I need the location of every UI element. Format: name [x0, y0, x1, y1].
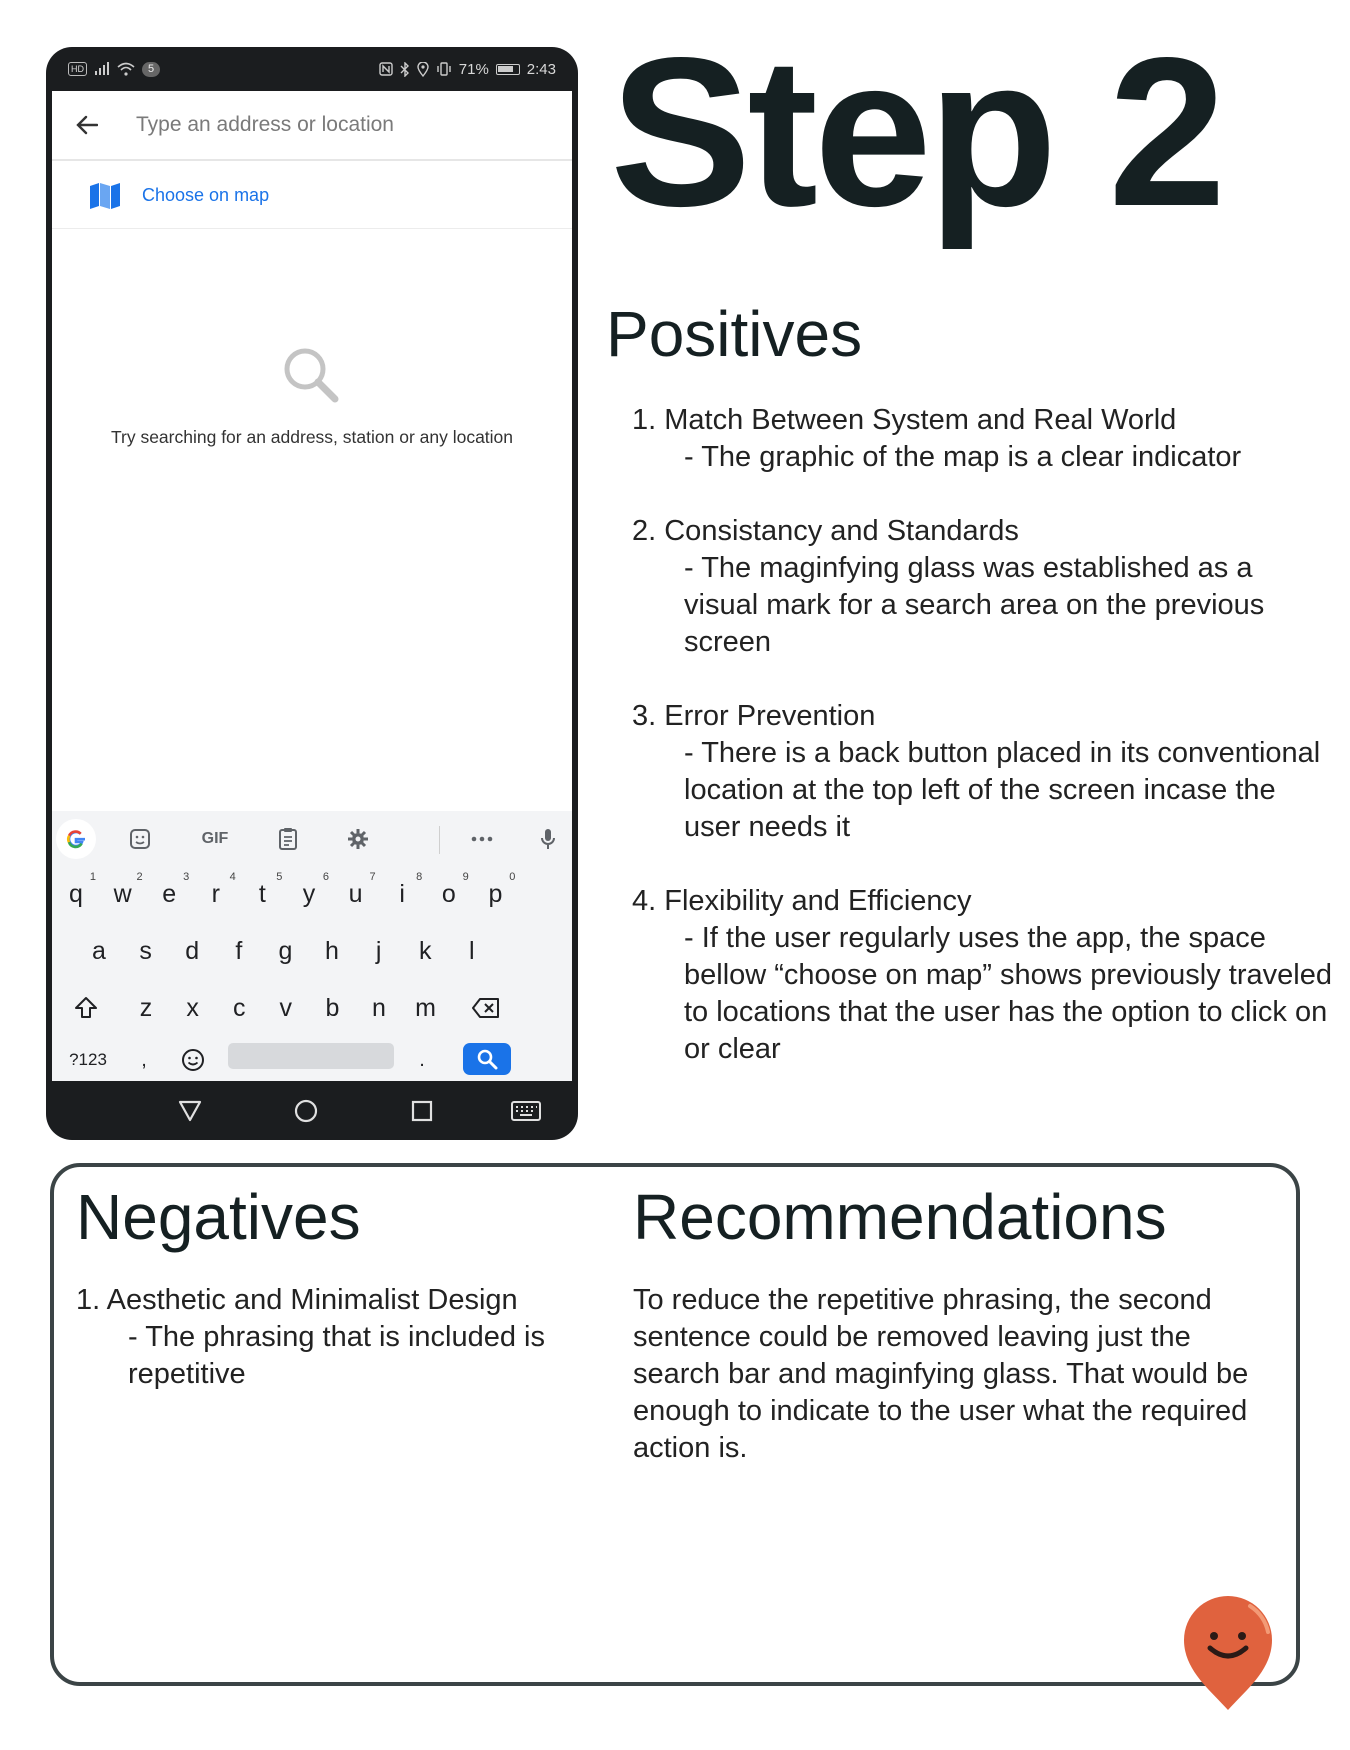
circle-home-icon	[293, 1098, 319, 1124]
key-e[interactable]	[147, 869, 191, 919]
key-g[interactable]: g	[278, 936, 293, 965]
key-number-hint: 8	[416, 871, 423, 883]
key-number-hint: 0	[509, 871, 516, 883]
key-number-hint: 5	[276, 871, 283, 883]
key-d[interactable]: d	[185, 936, 200, 965]
hd-icon: HD	[68, 62, 87, 76]
smiling-pin-icon	[1180, 1592, 1276, 1712]
choose-on-map-button[interactable]	[52, 163, 572, 229]
app-screen	[52, 91, 572, 1081]
key-r[interactable]	[194, 869, 238, 919]
key-number-hint: 2	[136, 871, 143, 883]
status-bar	[46, 47, 578, 91]
microphone-icon	[540, 828, 556, 850]
gear-icon	[347, 828, 369, 850]
key-q[interactable]	[54, 869, 98, 919]
empty-state-hint: Try searching for an address, station or any location	[110, 427, 514, 447]
nfc-icon	[379, 62, 393, 76]
key-w[interactable]	[101, 869, 145, 919]
key-n[interactable]: n	[372, 993, 386, 1022]
key-i[interactable]	[380, 869, 424, 919]
positive-item	[632, 513, 1332, 661]
key-label: y	[302, 879, 316, 908]
key-p[interactable]	[473, 869, 517, 919]
positive-description: - The graphic of the map is a clear indicator	[684, 441, 1242, 473]
positives-heading: Positives	[606, 298, 863, 370]
vibrate-icon	[436, 62, 452, 76]
sticker-icon	[129, 828, 151, 850]
battery-percent: 71%	[458, 60, 489, 78]
key-j[interactable]: j	[375, 936, 382, 965]
key-k[interactable]: k	[418, 936, 432, 965]
signal-badge: 5	[142, 62, 160, 77]
key-a[interactable]: a	[92, 936, 106, 965]
signal-icon	[94, 62, 110, 76]
key-b[interactable]: b	[325, 993, 340, 1022]
shift-icon	[73, 995, 99, 1021]
positive-title: 3. Error Prevention	[632, 700, 876, 732]
key-x[interactable]: x	[186, 993, 199, 1022]
choose-on-map-label: Choose on map	[142, 185, 270, 205]
key-u[interactable]	[334, 869, 378, 919]
negative-title: 1. Aesthetic and Minimalist Design	[76, 1284, 518, 1316]
positive-description: - The maginfying glass was established as a visual mark for a search area on the previous screen	[684, 552, 1265, 658]
key-label: u	[348, 879, 363, 908]
toolbar-divider	[439, 826, 440, 854]
recommendations-heading: Recommendations	[633, 1181, 1167, 1253]
empty-state	[52, 341, 572, 448]
back-button[interactable]	[52, 91, 122, 160]
key-number-hint: 4	[229, 871, 236, 883]
system-nav-bar	[46, 1081, 578, 1140]
backspace-key[interactable]	[464, 983, 508, 1033]
search-bar	[52, 91, 572, 161]
recommendations-text: To reduce the repetitive phrasing, the second sentence could be removed leaving just the search bar and maginfying glass. That would be enough to indicate to the user what the required action is.	[633, 1284, 1249, 1464]
key-number-hint: 1	[89, 871, 96, 883]
settings-button[interactable]	[338, 819, 378, 859]
key-label: w	[113, 879, 132, 908]
positive-description: - There is a back button placed in its conventional location at the top left of the screen incase the user needs it	[684, 737, 1321, 843]
map-icon	[88, 182, 122, 210]
nav-recents-button[interactable]	[406, 1095, 438, 1127]
phone-mockup	[46, 47, 578, 1140]
negatives-list	[76, 1282, 596, 1393]
backspace-icon	[471, 997, 501, 1019]
voice-input-button[interactable]	[528, 819, 568, 859]
space-key[interactable]	[228, 1043, 394, 1069]
key-number-hint: 3	[183, 871, 190, 883]
key-label: i	[399, 879, 405, 908]
search-icon	[476, 1048, 498, 1070]
positive-item	[632, 883, 1332, 1068]
emoji-key[interactable]	[171, 1035, 215, 1081]
clipboard-button[interactable]	[268, 819, 308, 859]
keyboard	[52, 811, 572, 1081]
key-c[interactable]: c	[232, 993, 246, 1022]
comma-key[interactable]: ,	[141, 1048, 147, 1071]
key-label: e	[162, 879, 177, 908]
page-title: Step 2	[610, 13, 1223, 250]
positive-item	[632, 698, 1332, 846]
negatives-heading: Negatives	[76, 1181, 361, 1253]
google-button[interactable]	[56, 819, 96, 859]
key-f[interactable]: f	[235, 936, 243, 965]
arrow-left-icon	[76, 115, 98, 135]
key-v[interactable]: v	[279, 993, 293, 1022]
positive-title: 1. Match Between System and Real World	[632, 404, 1177, 436]
nav-home-button[interactable]	[290, 1095, 322, 1127]
key-o[interactable]	[427, 869, 471, 919]
google-icon	[64, 827, 88, 851]
square-recents-icon	[410, 1099, 434, 1123]
more-horizontal-icon	[471, 836, 493, 842]
sticker-button[interactable]	[120, 819, 160, 859]
clipboard-icon	[278, 827, 298, 851]
positives-list	[632, 402, 1332, 1105]
more-button[interactable]	[462, 819, 502, 859]
key-label: r	[211, 879, 220, 908]
positive-title: 4. Flexibility and Efficiency	[632, 885, 972, 917]
bluetooth-icon	[400, 62, 410, 77]
negative-description: - The phrasing that is included is repetitive	[128, 1321, 545, 1390]
key-label: t	[258, 879, 266, 908]
nav-back-button[interactable]	[174, 1095, 206, 1127]
key-number-hint: 6	[322, 871, 329, 883]
location-icon	[417, 62, 429, 77]
emoji-icon	[181, 1048, 205, 1072]
key-h[interactable]: h	[325, 936, 339, 965]
positive-item	[632, 402, 1332, 476]
triangle-back-icon	[177, 1099, 203, 1123]
period-key[interactable]: .	[419, 1048, 425, 1071]
key-t[interactable]	[240, 869, 284, 919]
key-label: q	[69, 879, 83, 908]
keyboard-icon	[511, 1101, 541, 1121]
keyboard-toolbar	[52, 811, 572, 866]
key-number-hint: 7	[369, 871, 376, 883]
search-input[interactable]	[136, 113, 556, 137]
key-m[interactable]: m	[415, 993, 436, 1022]
wifi-icon	[117, 62, 135, 76]
shift-key[interactable]	[64, 983, 108, 1033]
positive-description: - If the user regularly uses the app, the space bellow “choose on map” shows previously traveled to locations that the user has the option to click on or clear	[684, 922, 1332, 1065]
magnifying-glass-icon	[277, 341, 347, 411]
key-label: o	[441, 879, 456, 908]
nav-keyboard-button[interactable]	[510, 1095, 542, 1127]
status-time: 2:43	[526, 60, 556, 78]
gif-button[interactable]: GIF	[201, 830, 229, 847]
positive-title: 2. Consistancy and Standards	[632, 515, 1019, 547]
key-z[interactable]: z	[139, 993, 153, 1022]
symbols-key[interactable]: ?123	[69, 1050, 107, 1069]
key-s[interactable]: s	[139, 936, 152, 965]
battery-icon	[496, 64, 520, 75]
key-label: p	[488, 879, 503, 908]
search-submit-key[interactable]	[463, 1043, 511, 1075]
key-number-hint: 9	[462, 871, 469, 883]
key-l[interactable]: l	[469, 936, 475, 965]
key-y[interactable]	[287, 869, 331, 919]
